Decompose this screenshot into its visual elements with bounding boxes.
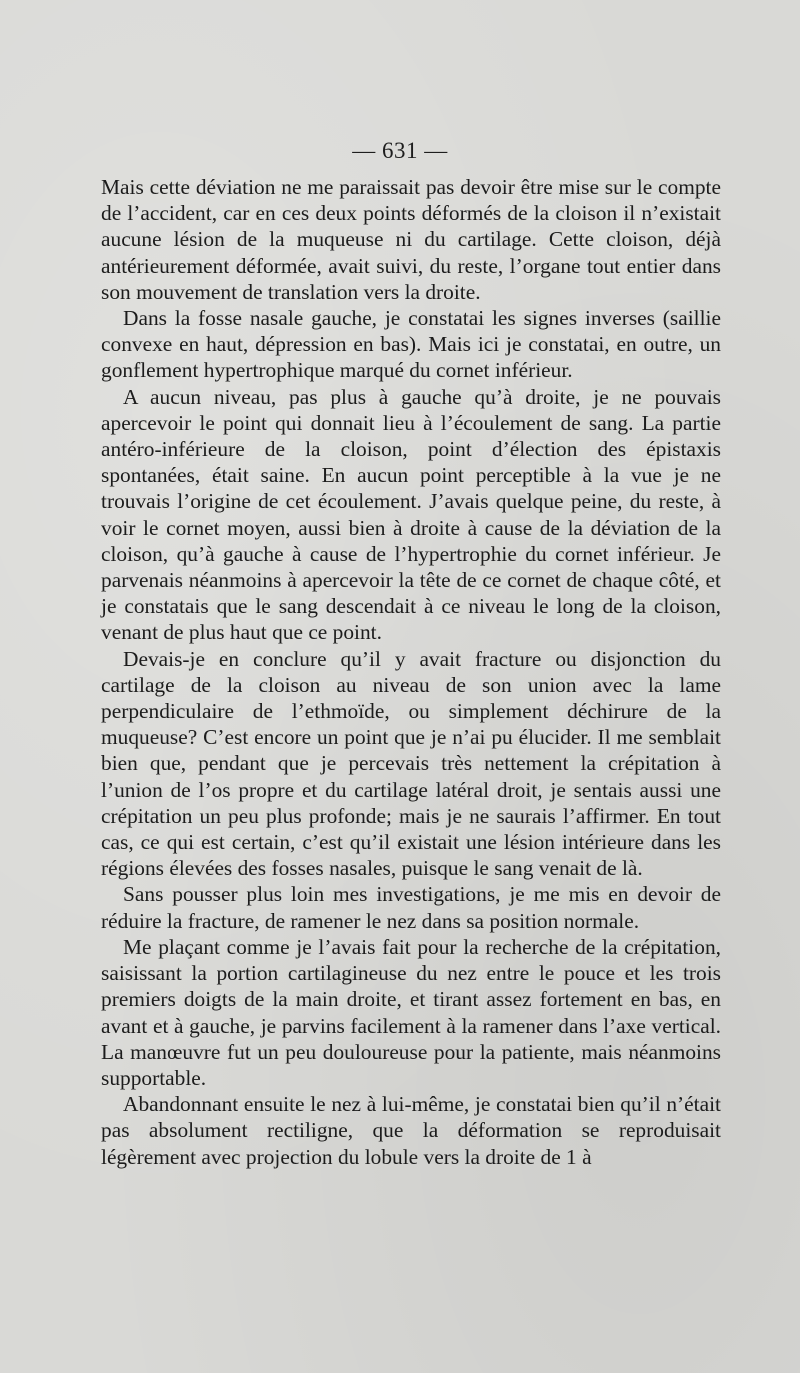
paragraph-3: A aucun niveau, pas plus à gauche qu’à droite, je ne pouvais apercevoir le point qui donnait lieu à l’écoulement de sang. La partie antéro-inférieure de la cloison, point d’élection des épistaxis spontanées, était saine. En aucun point perceptible à la vue je ne trouvais l’origine de cet écoulement. J’avais quelque peine, du reste, à voir le cornet moyen, aussi bien à droite à cause de la déviation de la cloison, qu’à gauche à cause de l’hypertrophie du cornet inférieur. Je parvenais néanmoins à apercevoir la tête de ce cornet de chaque côté, et je constatais que le sang descendait à ce niveau le long de la cloison, venant de plus haut que ce point. bbox=[101, 384, 721, 645]
paragraph-2: Dans la fosse nasale gauche, je constatai les signes inverses (saillie convexe en haut, dépression en bas). Mais ici je constatai, en outre, un gonflement hypertrophique marqué du cornet inférieur. bbox=[101, 306, 721, 383]
paragraph-7: Abandonnant ensuite le nez à lui-même, je constatai bien qu’il n’était pas absolument rectiligne, que la déformation se reproduisait légèrement avec projection du lobule vers la droite de 1 à bbox=[101, 1092, 721, 1169]
paragraph-5: Sans pousser plus loin mes investigations, je me mis en devoir de réduire la fracture, de ramener le nez dans sa position normale. bbox=[101, 882, 721, 933]
paragraph-4: Devais-je en conclure qu’il y avait fracture ou disjonction du cartilage de la cloison au niveau de son union avec la lame perpendiculaire de l’ethmoïde, ou simplement déchirure de la muqueuse? C’est encore un point que je n’ai pu élucider. Il me semblait bien que, pendant que je percevais très nettement la crépitation à l’union de l’os propre et du cartilage latéral droit, je sentais aussi une crépitation un peu plus profonde; mais je ne saurais l’affirmer. En tout cas, ce qui est certain, c’est qu’il existait une lésion intérieure dans les régions élevées des fosses nasales, puisque le sang venait de là. bbox=[101, 646, 721, 881]
paragraph-6: Me plaçant comme je l’avais fait pour la recherche de la crépitation, saisissant la portion cartilagineuse du nez entre le pouce et les trois premiers doigts de la main droite, et tirant assez fortement en bas, en avant et à gauche, je parvins facilement à la ramener dans l’axe vertical. La manœuvre fut un peu douloureuse pour la patiente, mais néanmoins supportable. bbox=[101, 934, 721, 1090]
paragraph-1: Mais cette déviation ne me paraissait pas devoir être mise sur le compte de l’accident, car en ces deux points déformés de la cloison il n’existait aucune lésion de la muqueuse ni du cartilage. Cette cloison, déjà antérieurement déformée, avait suivi, du reste, l’organe tout entier dans son mouvement de translation vers la droite. bbox=[101, 175, 721, 304]
body-text bbox=[101, 174, 721, 1170]
page-number: — 631 — bbox=[352, 138, 448, 163]
